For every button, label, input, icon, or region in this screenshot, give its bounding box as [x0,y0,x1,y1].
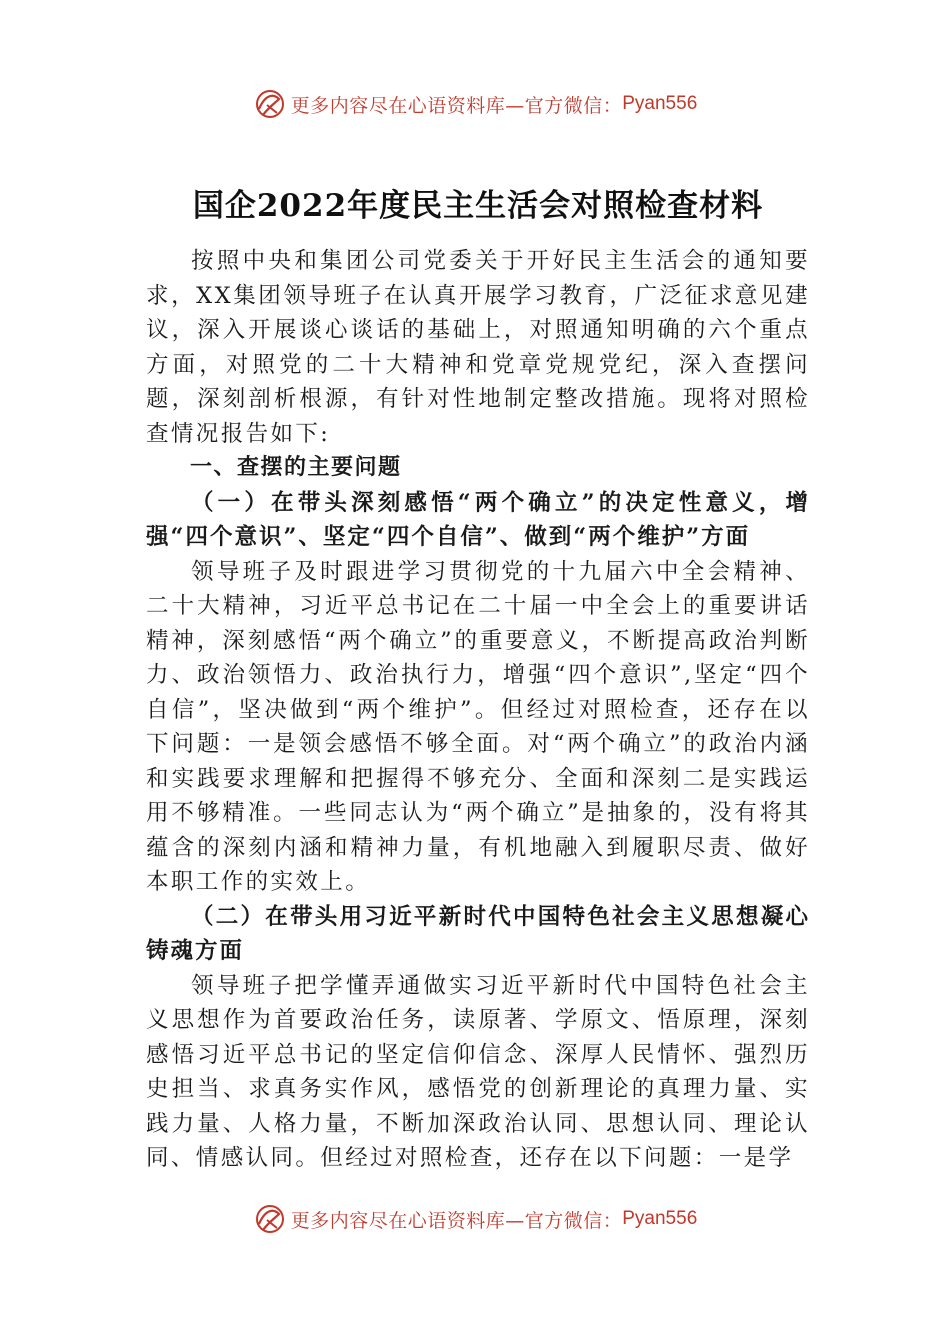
section-heading-1: 一、查摆的主要问题 [190,455,402,480]
subsection-body-2: 领导班子把学懂弄通做实习近平新时代中国特色社会主义思想作为首要政治任务，读原著、学原文、悟原理，深刻感悟习近平总书记的坚定信仰信念、深厚人民情怀、强烈历史担当、求真务实作风，感悟党的创新理论的真理力量、实践力量、人格力量，不断加深政治认同、思想认同、理论认同、情感认同。但经过对照检查，还存在以下问题：一是学 [146,972,810,1171]
document-body [146,184,810,1214]
subsection-heading-2: （二）在带头用习近平新时代中国特色社会主义思想凝心铸魂方面 [146,903,810,964]
document-title: 国企2022年度民主生活会对照检查材料 [192,188,764,224]
watermark-wechat-id: Pyan556 [622,93,698,114]
watermark-footer [0,1198,950,1250]
watermark-header [0,84,950,124]
signature-logo-icon [253,1202,287,1236]
intro-paragraph: 按照中央和集团公司党委关于开好民主生活会的通知要求，XX集团领导班子在认真开展学习教育，广泛征求意见建议，深入开展谈心谈话的基础上，对照通知明确的六个重点方面，对照党的二十大精神和党章党规党纪，深入查摆问题，深刻剖析根源，有针对性地制定整改措施。现将对照检查情况报告如下: [146,248,810,447]
subsection-body-1: 领导班子及时跟进学习贯彻党的十九届六中全会精神、二十大精神，习近平总书记在二十届一中全会上的重要讲话精神，深刻感悟“两个确立”的重要意义，不断提高政治判断力、政治领悟力、政治执行力，增强“四个意识”,坚定“四个自信”，坚决做到“两个维护”。但经过对照检查，还存在以下问题：一是领会感悟不够全面。对“两个确立”的政治内涵和实践要求理解和把握得不够充分、全面和深刻二是实践运用不够精准。一些同志认为“两个确立”是抽象的，没有将其蕴含的深刻内涵和精神力量，有机地融入到履职尽责、做好本职工作的实效上。 [146,558,810,895]
subsection-heading-1: （一）在带头深刻感悟“两个确立”的决定性意义，增强“四个意识”、坚定“四个自信”、做到“两个维护”方面 [146,489,810,550]
watermark-text: 更多内容尽在心语资料库—官方微信： [290,94,623,117]
signature-logo-icon [253,87,287,121]
watermark-text: 更多内容尽在心语资料库—官方微信： [290,1209,623,1232]
watermark-wechat-id: Pyan556 [622,1208,698,1229]
